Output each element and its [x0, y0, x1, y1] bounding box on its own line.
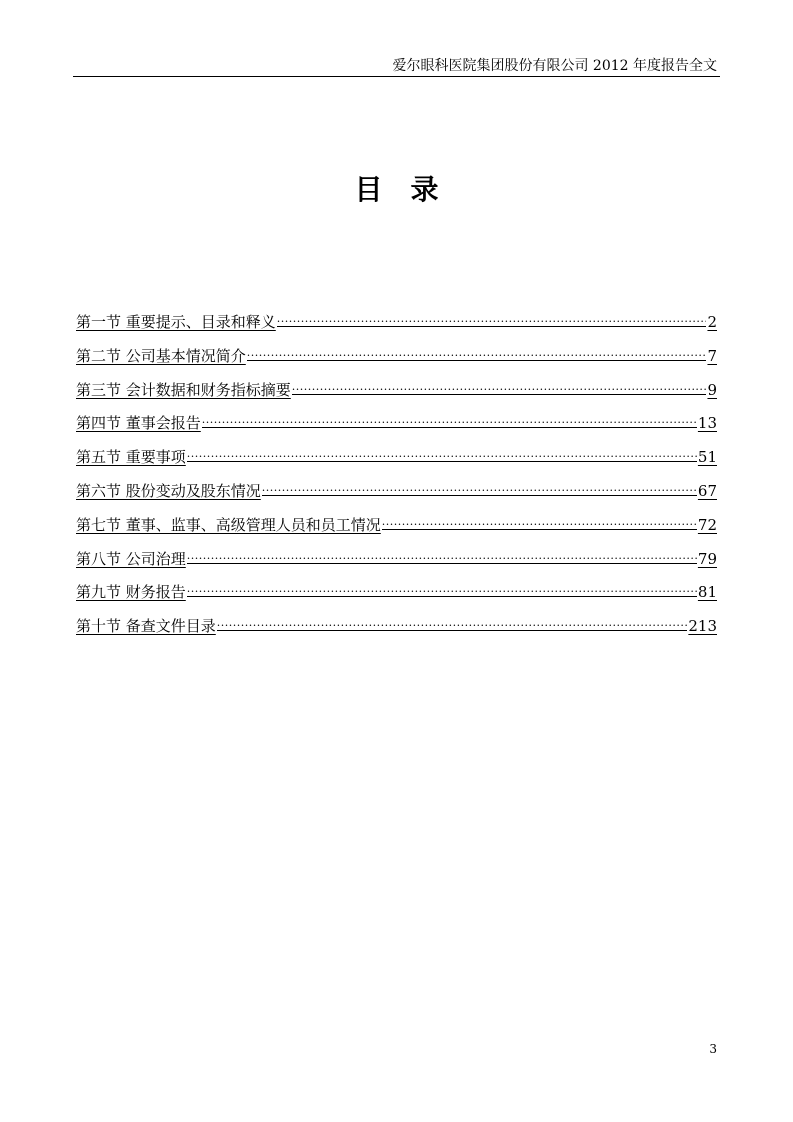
toc-title: 目录 — [354, 173, 467, 206]
page-number: 3 — [709, 1042, 717, 1056]
header-divider — [73, 76, 720, 77]
toc-entry[interactable] — [76, 513, 717, 547]
toc-entry-label[interactable]: 第二节 公司基本情况简介 — [76, 346, 246, 365]
toc-entry-label[interactable]: 第七节 董事、监事、高级管理人员和员工情况 — [76, 515, 381, 534]
toc-entry-label[interactable]: 第六节 股份变动及股东情况 — [76, 481, 261, 500]
toc-entry-page[interactable]: 72 — [697, 515, 717, 534]
toc-entry-label[interactable]: 第一节 重要提示、目录和释义 — [76, 313, 276, 331]
toc-entry-page[interactable]: 81 — [697, 583, 717, 602]
toc-entry-label[interactable]: 第八节 公司治理 — [76, 549, 186, 568]
toc-entry-label[interactable]: 第十节 备查文件目录 — [76, 617, 216, 636]
toc-entry-page[interactable]: 13 — [697, 414, 717, 433]
toc-leader-dots — [277, 310, 707, 327]
toc-entry[interactable] — [76, 445, 717, 479]
toc-entry[interactable] — [76, 378, 717, 412]
toc-entry[interactable] — [76, 310, 717, 344]
table-of-contents — [76, 310, 717, 648]
toc-entry[interactable] — [76, 547, 717, 581]
toc-leader-dots — [187, 547, 697, 564]
toc-leader-dots — [247, 344, 707, 361]
toc-entry-page[interactable]: 7 — [707, 346, 717, 365]
toc-entry-page[interactable]: 51 — [697, 448, 717, 467]
toc-entry[interactable] — [76, 580, 717, 614]
toc-leader-dots — [382, 513, 697, 530]
toc-entry-page[interactable]: 2 — [707, 313, 717, 331]
running-header: 爱尔眼科医院集团股份有限公司 2012 年度报告全文 — [392, 58, 717, 74]
toc-leader-dots — [202, 411, 697, 428]
toc-leader-dots — [187, 445, 697, 462]
toc-entry-page[interactable]: 79 — [697, 549, 717, 568]
toc-entry-label[interactable]: 第五节 重要事项 — [76, 448, 186, 467]
toc-entry[interactable] — [76, 411, 717, 445]
toc-leader-dots — [217, 614, 688, 631]
toc-entry[interactable] — [76, 344, 717, 378]
toc-leader-dots — [292, 378, 707, 395]
toc-leader-dots — [187, 580, 697, 597]
toc-entry-page[interactable]: 67 — [697, 481, 717, 500]
toc-entry[interactable] — [76, 614, 717, 648]
toc-entry-label[interactable]: 第三节 会计数据和财务指标摘要 — [76, 380, 291, 399]
toc-entry-label[interactable]: 第九节 财务报告 — [76, 583, 186, 602]
toc-leader-dots — [262, 479, 697, 496]
toc-entry-label[interactable]: 第四节 董事会报告 — [76, 414, 201, 433]
toc-entry[interactable] — [76, 479, 717, 513]
toc-entry-page[interactable]: 9 — [707, 380, 717, 399]
toc-entry-page[interactable]: 213 — [688, 617, 717, 636]
